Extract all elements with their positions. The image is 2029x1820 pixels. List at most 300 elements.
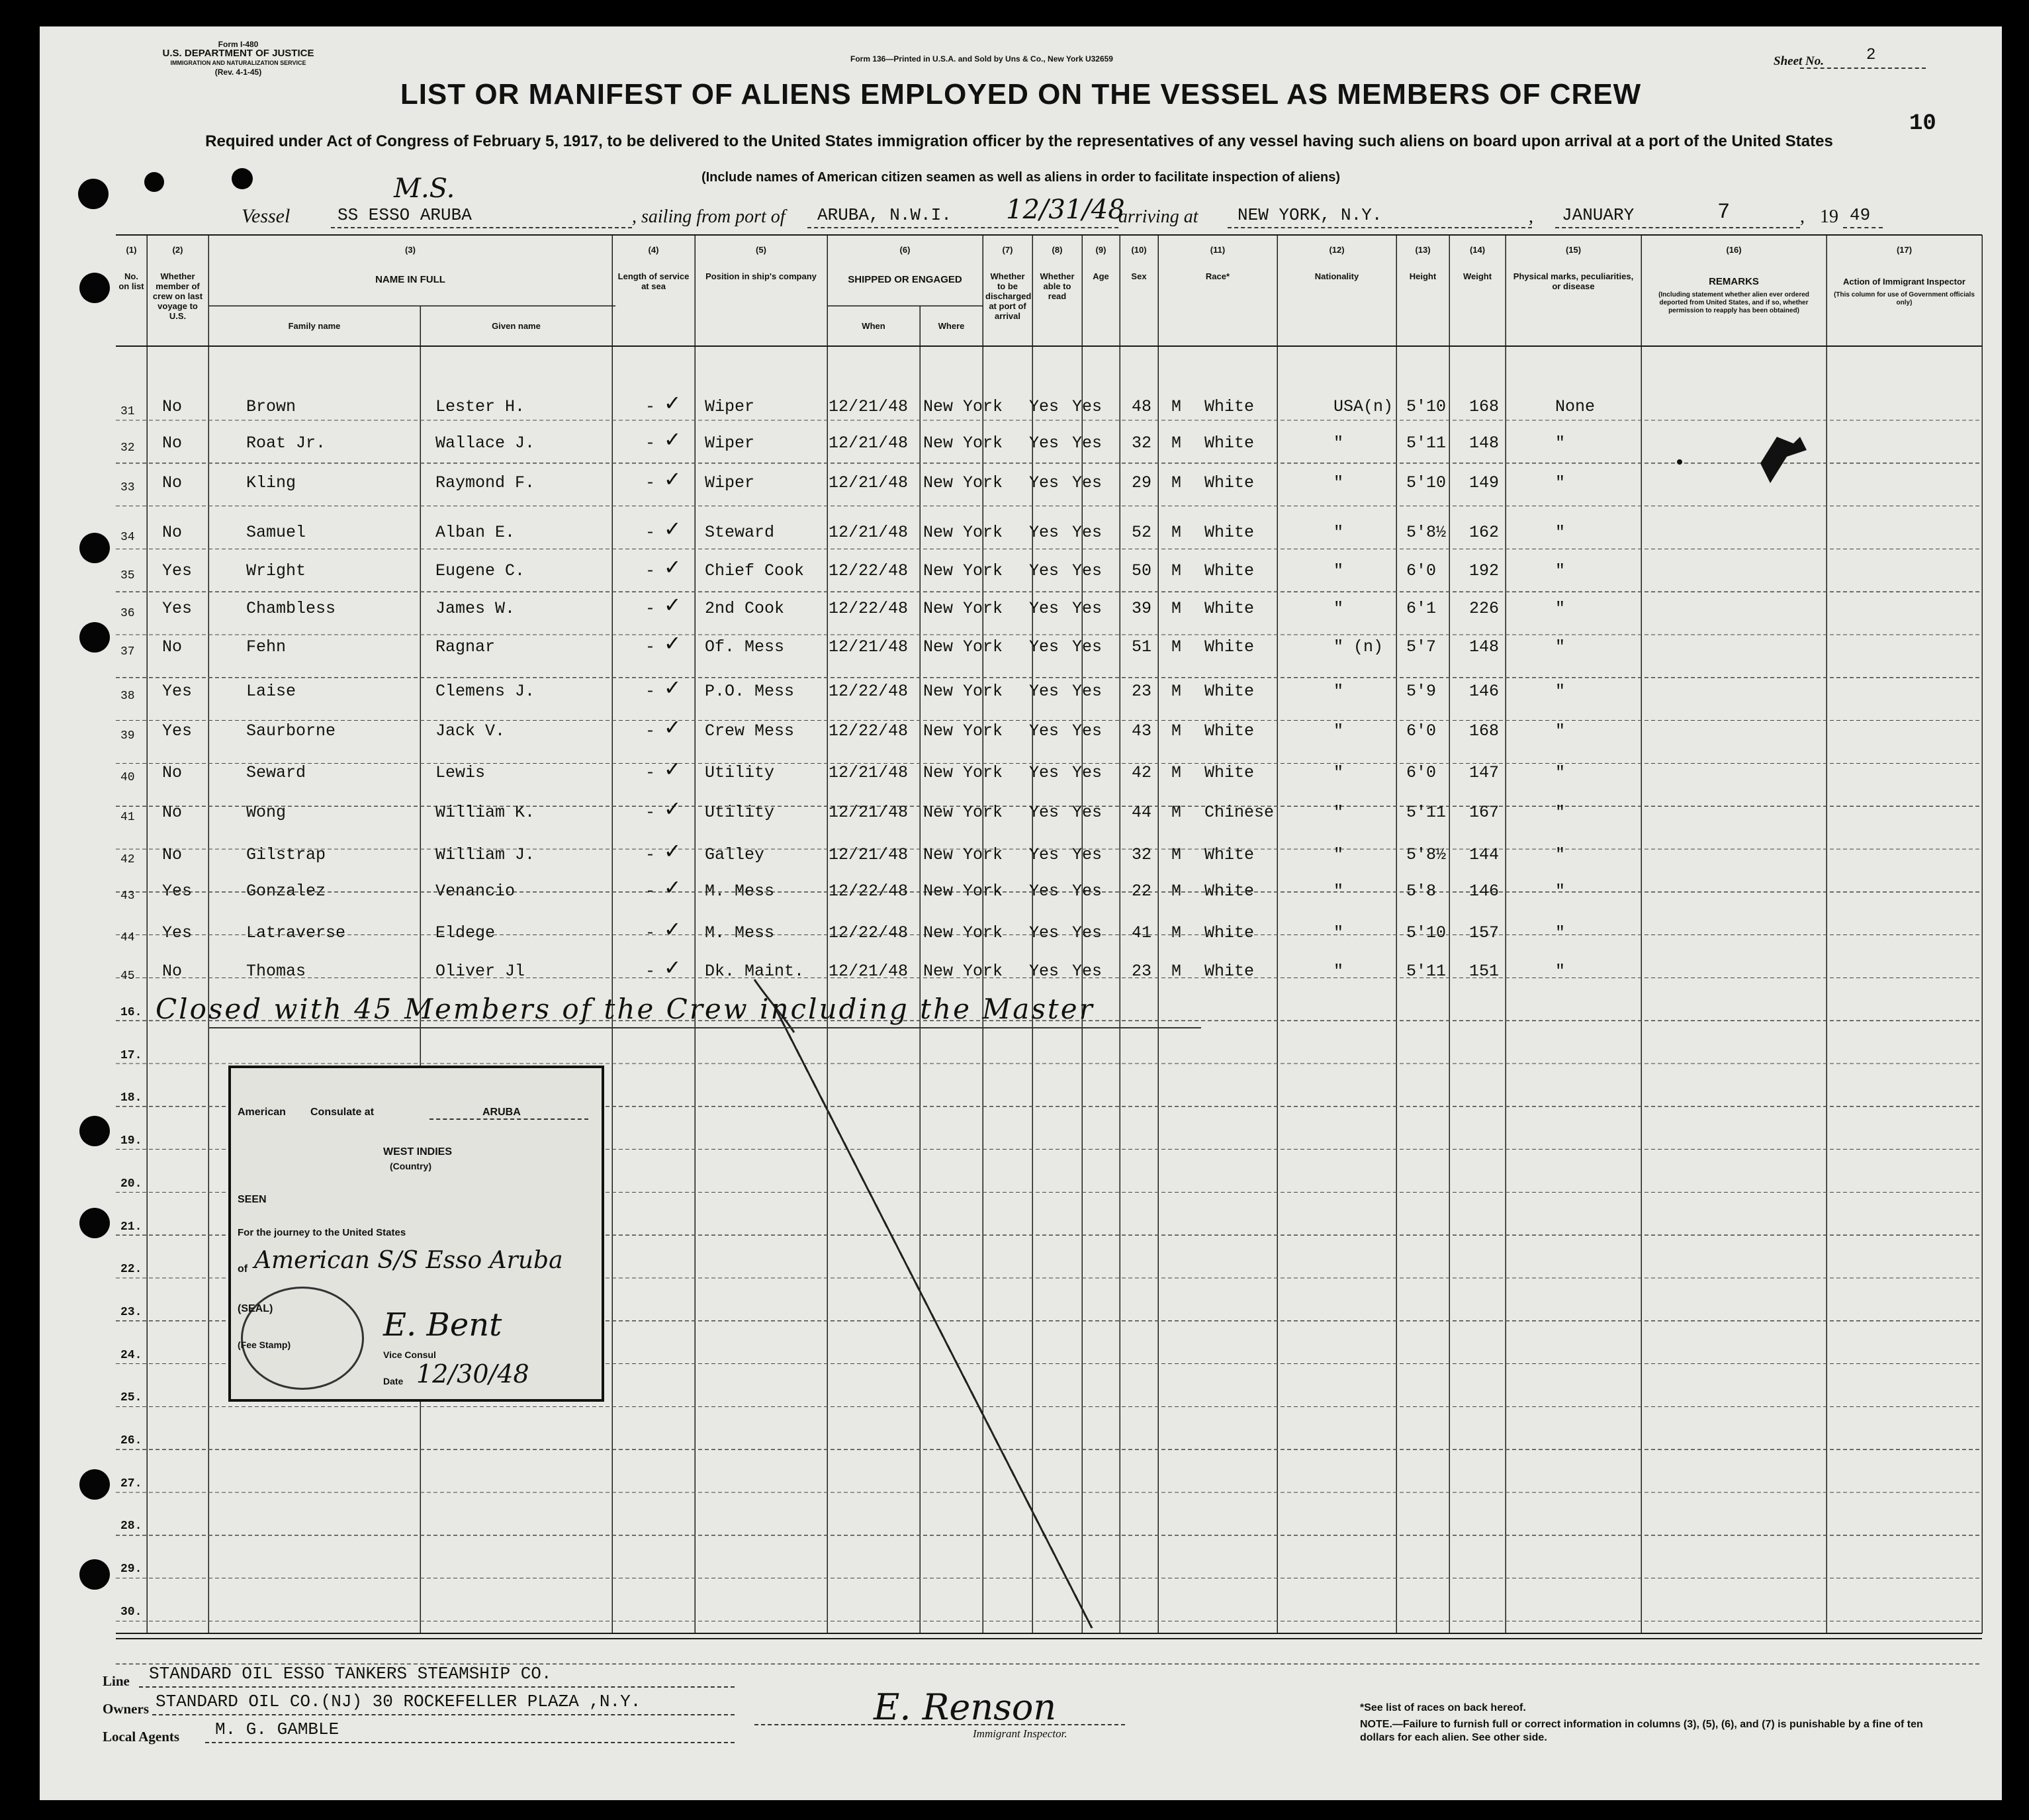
cell-discharged: Yes [1029, 721, 1060, 741]
column-number-c7: (7) [1002, 245, 1013, 255]
cell-position: M. Mess [705, 882, 775, 901]
year-suffix: 49 [1850, 205, 1871, 225]
empty-line-number: 22. [120, 1263, 142, 1277]
stamp-consulate-of: Consulate at [310, 1107, 375, 1118]
cell-nationality: " (n) [1333, 637, 1384, 657]
cell-where: New York [923, 561, 1003, 580]
cell-family: Saurborne [246, 721, 336, 741]
cell-given: William J. [435, 845, 535, 864]
cell-when: 12/21/48 [829, 803, 909, 822]
cell-service: - [645, 599, 656, 618]
cell-marks: None [1555, 397, 1596, 416]
cell-when: 12/21/48 [829, 637, 909, 657]
check-mark-icon: ✓ [665, 427, 680, 454]
cell-service: - [645, 523, 656, 542]
cell-given: Lester H. [435, 397, 525, 416]
column-header-c11: Race* [1205, 271, 1230, 281]
cell-height: 6'1 [1406, 599, 1437, 618]
cell-weight: 146 [1469, 882, 1500, 901]
cell-when: 12/21/48 [829, 397, 909, 416]
vessel-label: Vessel [242, 205, 291, 227]
cell-given: Eldege [435, 923, 496, 942]
column-header-c16: REMARKS [1709, 276, 1759, 287]
cell-height: 5'10 [1406, 473, 1447, 492]
cell-sex: M [1171, 803, 1182, 822]
cell-sex: M [1171, 763, 1182, 782]
cell-read: Yes [1072, 561, 1103, 580]
cell-when: 12/21/48 [829, 763, 909, 782]
cell-race: White [1204, 599, 1255, 618]
cell-age: 51 [1132, 637, 1152, 657]
column-header-given-name: Given name [492, 321, 541, 331]
cell-family: Gilstrap [246, 845, 326, 864]
cell-age: 43 [1132, 721, 1152, 741]
cell-age: 39 [1132, 599, 1152, 618]
cell-race: White [1204, 682, 1255, 701]
cell-weight: 168 [1469, 397, 1500, 416]
cell-race: White [1204, 721, 1255, 741]
cell-service: - [645, 397, 656, 416]
column-number-c16: (16) [1726, 245, 1742, 255]
cell-prev: No [162, 433, 183, 453]
crew-note: (Include names of American citizen seamen as well as aliens in order to facilitate inspection of aliens) [701, 170, 1341, 185]
cell-prev: No [162, 803, 183, 822]
cell-height: 5'11 [1406, 962, 1447, 981]
year-prefix: 19 [1820, 206, 1838, 227]
cell-marks: " [1555, 561, 1566, 580]
cell-position: Galley [705, 845, 765, 864]
cell-marks: " [1555, 763, 1566, 782]
column-header-c1: No. on list [118, 271, 144, 291]
row-number: 40 [120, 771, 135, 784]
cell-when: 12/22/48 [829, 882, 909, 901]
row-number: 42 [120, 853, 135, 866]
cell-given: James W. [435, 599, 516, 618]
column-header-when: When [862, 321, 885, 331]
stamp-american: American [238, 1107, 286, 1118]
cell-race: White [1204, 962, 1255, 981]
cell-position: Wiper [705, 473, 755, 492]
column-number-c5: (5) [756, 245, 766, 255]
cell-age: 41 [1132, 923, 1152, 942]
empty-line-number: 28. [120, 1520, 142, 1533]
inspector-label: Immigrant Inspector. [973, 1727, 1067, 1740]
cell-height: 6'0 [1406, 763, 1437, 782]
stamp-journey: For the journey to the United States [238, 1227, 406, 1238]
cell-service: - [645, 962, 656, 981]
cell-service: - [645, 561, 656, 580]
check-mark-icon: ✓ [665, 467, 680, 494]
cell-where: New York [923, 433, 1003, 453]
empty-line-number: 30. [120, 1605, 142, 1619]
column-number-c15: (15) [1565, 245, 1582, 255]
cell-service: - [645, 845, 656, 864]
cell-age: 50 [1132, 561, 1152, 580]
cell-prev: Yes [162, 599, 193, 618]
footer-rule [205, 1742, 735, 1743]
column-header-c14: Weight [1463, 271, 1492, 281]
stamp-seen: SEEN [238, 1194, 267, 1205]
handwritten-ms: M.S. [394, 173, 455, 204]
cell-race: Chinese [1204, 803, 1275, 822]
row-number: 36 [120, 607, 135, 620]
cell-marks: " [1555, 923, 1566, 942]
cell-position: Dk. Maint. [705, 962, 805, 981]
cell-nationality: " [1333, 561, 1344, 580]
cell-nationality: " [1333, 433, 1344, 453]
stamp-country-label: (Country) [390, 1161, 431, 1171]
cell-race: White [1204, 397, 1255, 416]
cell-marks: " [1555, 803, 1566, 822]
cell-prev: No [162, 397, 183, 416]
cell-given: William K. [435, 803, 535, 822]
cell-prev: Yes [162, 923, 193, 942]
cell-position: Crew Mess [705, 721, 795, 741]
cell-discharged: Yes [1029, 523, 1060, 542]
cell-height: 5'9 [1406, 682, 1437, 701]
cell-age: 52 [1132, 523, 1152, 542]
cell-service: - [645, 433, 656, 453]
column-number-c11: (11) [1210, 245, 1226, 255]
cell-prev: No [162, 763, 183, 782]
cell-family: Seward [246, 763, 306, 782]
cell-given: Alban E. [435, 523, 516, 542]
cell-given: Ragnar [435, 637, 496, 657]
note-label: NOTE. [1360, 1719, 1392, 1730]
cell-weight: 149 [1469, 473, 1500, 492]
stamp-seal: (SEAL) [238, 1303, 273, 1314]
cell-position: P.O. Mess [705, 682, 795, 701]
cell-read: Yes [1072, 721, 1103, 741]
cell-nationality: " [1333, 523, 1344, 542]
cell-race: White [1204, 923, 1255, 942]
column-header-c4: Length of service at sea [617, 271, 690, 291]
stamp-vessel: American S/S Esso Aruba [254, 1247, 563, 1274]
cell-weight: 167 [1469, 803, 1500, 822]
cell-height: 5'8½ [1406, 845, 1447, 864]
column-header-c8: Whether able to read [1040, 271, 1075, 301]
cell-weight: 147 [1469, 763, 1500, 782]
cell-race: White [1204, 637, 1255, 657]
column-number-c10: (10) [1131, 245, 1147, 255]
stamp-date: 12/30/48 [416, 1359, 529, 1388]
cell-service: - [645, 803, 656, 822]
cell-race: White [1204, 845, 1255, 864]
column-number-c9: (9) [1095, 245, 1106, 255]
cell-nationality: " [1333, 473, 1344, 492]
row-number: 34 [120, 531, 135, 544]
cell-given: Oliver Jl [435, 962, 525, 981]
cell-sex: M [1171, 561, 1182, 580]
cell-read: Yes [1072, 523, 1103, 542]
cancel-line [774, 1006, 1092, 1628]
cell-discharged: Yes [1029, 845, 1060, 864]
cell-sex: M [1171, 845, 1182, 864]
cell-height: 6'0 [1406, 721, 1437, 741]
column-header-c3: NAME IN FULL [375, 274, 445, 285]
cell-weight: 146 [1469, 682, 1500, 701]
footer-rule [139, 1686, 735, 1688]
cell-read: Yes [1072, 803, 1103, 822]
cell-service: - [645, 721, 656, 741]
signature-rule [754, 1724, 1125, 1725]
cell-family: Kling [246, 473, 296, 492]
cell-height: 5'8 [1406, 882, 1437, 901]
page-title: LIST OR MANIFEST OF ALIENS EMPLOYED ON THE VESSEL AS MEMBERS OF CREW [400, 78, 1642, 111]
cell-read: Yes [1072, 763, 1103, 782]
column-header-family-name: Family name [288, 321, 341, 331]
row-number: 39 [120, 729, 135, 743]
cell-height: 5'11 [1406, 803, 1447, 822]
cell-nationality: USA(n) [1333, 397, 1394, 416]
cell-when: 12/22/48 [829, 561, 909, 580]
column-header-where: Where [938, 321, 965, 331]
stamp-fee: (Fee Stamp) [238, 1340, 291, 1350]
empty-line-number: 23. [120, 1305, 142, 1319]
cell-prev: No [162, 523, 183, 542]
department: U.S. DEPARTMENT OF JUSTICE [162, 48, 314, 59]
revision: (Rev. 4-1-45) [214, 68, 262, 77]
column-header-c7: Whether to be discharged at port of arrival [985, 271, 1032, 321]
cell-weight: 144 [1469, 845, 1500, 864]
check-mark-icon: ✓ [665, 516, 680, 543]
cell-prev: Yes [162, 721, 193, 741]
cell-nationality: " [1333, 599, 1344, 618]
cell-discharged: Yes [1029, 433, 1060, 453]
cell-where: New York [923, 473, 1003, 492]
cell-family: Thomas [246, 962, 306, 981]
cell-discharged: Yes [1029, 561, 1060, 580]
column-number-c12: (12) [1329, 245, 1345, 255]
cell-read: Yes [1072, 882, 1103, 901]
cell-position: Chief Cook [705, 561, 805, 580]
column-number-c3: (3) [405, 245, 416, 255]
cell-weight: 148 [1469, 433, 1500, 453]
cell-height: 5'11 [1406, 433, 1447, 453]
cell-age: 32 [1132, 433, 1152, 453]
cell-sex: M [1171, 882, 1182, 901]
cell-age: 29 [1132, 473, 1152, 492]
closing-underline [208, 1027, 1201, 1028]
cell-read: Yes [1072, 637, 1103, 657]
fine-note [1360, 1718, 1929, 1745]
cell-given: Venancio [435, 882, 516, 901]
column-header-c13: Height [1409, 271, 1437, 281]
cell-discharged: Yes [1029, 599, 1060, 618]
cell-discharged: Yes [1029, 763, 1060, 782]
cell-marks: " [1555, 962, 1566, 981]
cell-weight: 226 [1469, 599, 1500, 618]
check-mark-icon: ✓ [665, 675, 680, 702]
row-number: 41 [120, 811, 135, 824]
sailing-label: , sailing from port of [632, 206, 786, 227]
cell-read: Yes [1072, 473, 1103, 492]
empty-line-number: 21. [120, 1220, 142, 1234]
column-number-c17: (17) [1896, 245, 1913, 255]
column-number-c4: (4) [648, 245, 659, 255]
cell-read: Yes [1072, 397, 1103, 416]
check-mark-icon: ✓ [665, 917, 680, 944]
manifest-sheet [40, 26, 2002, 1800]
cell-where: New York [923, 803, 1003, 822]
arriving-label: arriving at [1118, 206, 1198, 227]
column-number-c1: (1) [126, 245, 137, 255]
column-number-c6: (6) [899, 245, 911, 255]
cell-sex: M [1171, 923, 1182, 942]
check-mark-icon: ✓ [665, 875, 680, 902]
footer-rule [152, 1714, 735, 1715]
consulate-seal [241, 1287, 364, 1390]
cell-where: New York [923, 923, 1003, 942]
check-mark-icon: ✓ [665, 955, 680, 982]
cell-nationality: " [1333, 682, 1344, 701]
empty-line-number: 25. [120, 1391, 142, 1405]
check-mark-icon: ✓ [665, 839, 680, 866]
cell-position: M. Mess [705, 923, 775, 942]
check-mark-icon: ✓ [665, 592, 680, 619]
cell-discharged: Yes [1029, 923, 1060, 942]
empty-line-number: 20. [120, 1177, 142, 1191]
stamp-vessel-prefix: of [238, 1263, 248, 1275]
check-mark-icon: ✓ [665, 715, 680, 742]
row-number: 37 [120, 645, 135, 659]
cell-age: 32 [1132, 845, 1152, 864]
vessel-name: SS ESSO ARUBA [338, 205, 472, 225]
sail-date: 12/31/48 [1006, 195, 1125, 225]
cell-service: - [645, 882, 656, 901]
cell-given: Raymond F. [435, 473, 535, 492]
stamp-date-label: Date [383, 1376, 404, 1387]
cell-height: 5'10 [1406, 923, 1447, 942]
stamp-rule [429, 1118, 588, 1120]
cell-prev: Yes [162, 682, 193, 701]
cell-position: Of. Mess [705, 637, 785, 657]
cell-service: - [645, 473, 656, 492]
arrival-day: 7 [1717, 200, 1731, 224]
cell-family: Wong [246, 803, 287, 822]
stamp-officer: Vice Consul [383, 1349, 436, 1360]
cell-sex: M [1171, 523, 1182, 542]
comma: , [1800, 206, 1805, 227]
cell-nationality: " [1333, 763, 1344, 782]
cell-family: Fehn [246, 637, 287, 657]
cell-where: New York [923, 397, 1003, 416]
cell-when: 12/22/48 [829, 721, 909, 741]
cell-sex: M [1171, 637, 1182, 657]
cell-where: New York [923, 599, 1003, 618]
cell-marks: " [1555, 599, 1566, 618]
cell-discharged: Yes [1029, 637, 1060, 657]
inspector-signature: E. Renson [874, 1686, 1057, 1728]
note-text: —Failure to furnish full or correct information in columns (3), (5), (6), and (7) is punishable by a fine of ten dollars for each alien. See other side. [1360, 1719, 1923, 1743]
cell-read: Yes [1072, 682, 1103, 701]
empty-line-number: 26. [120, 1434, 142, 1447]
cell-given: Wallace J. [435, 433, 535, 453]
empty-line-number: 27. [120, 1477, 142, 1490]
cell-when: 12/21/48 [829, 523, 909, 542]
check-mark-icon: ✓ [665, 796, 680, 823]
cell-service: - [645, 682, 656, 701]
cell-prev: No [162, 637, 183, 657]
cell-read: Yes [1072, 599, 1103, 618]
subtitle: Required under Act of Congress of February 5, 1917, to be delivered to the United States immigration officer by the representatives of any vessel having such aliens on board upon arrival at a port of the United States [205, 132, 1833, 150]
check-mark-icon: ✓ [665, 631, 680, 658]
cell-position: Wiper [705, 433, 755, 453]
cell-family: Latraverse [246, 923, 346, 942]
footer-agents-label: Local Agents [103, 1729, 180, 1745]
cell-marks: " [1555, 433, 1566, 453]
cell-height: 5'10 [1406, 397, 1447, 416]
cell-height: 6'0 [1406, 561, 1437, 580]
cell-prev: No [162, 962, 183, 981]
cell-weight: 168 [1469, 721, 1500, 741]
row-number: 44 [120, 931, 135, 944]
cell-height: 5'7 [1406, 637, 1437, 657]
cell-service: - [645, 637, 656, 657]
check-mark-icon: ✓ [665, 756, 680, 784]
cell-nationality: " [1333, 803, 1344, 822]
cell-when: 12/21/48 [829, 845, 909, 864]
cell-nationality: " [1333, 845, 1344, 864]
cell-where: New York [923, 962, 1003, 981]
cell-marks: " [1555, 845, 1566, 864]
cell-marks: " [1555, 721, 1566, 741]
form-number: Form I-480 [218, 40, 259, 49]
cell-prev: Yes [162, 882, 193, 901]
cell-race: White [1204, 882, 1255, 901]
cell-given: Eugene C. [435, 561, 525, 580]
cell-discharged: Yes [1029, 397, 1060, 416]
cell-race: White [1204, 523, 1255, 542]
cell-discharged: Yes [1029, 962, 1060, 981]
cell-service: - [645, 763, 656, 782]
cell-position: Utility [705, 803, 775, 822]
stamp-country: WEST INDIES [383, 1146, 453, 1158]
destination: NEW YORK, N.Y. [1238, 205, 1382, 225]
cell-marks: " [1555, 637, 1566, 657]
column-header-c5: Position in ship's company [705, 271, 817, 281]
cell-where: New York [923, 523, 1003, 542]
cell-marks: " [1555, 473, 1566, 492]
check-mark-icon: ✓ [665, 555, 680, 582]
cell-prev: Yes [162, 561, 193, 580]
consul-signature: E. Bent [383, 1306, 502, 1343]
cell-weight: 162 [1469, 523, 1500, 542]
cell-weight: 192 [1469, 561, 1500, 580]
cell-when: 12/21/48 [829, 473, 909, 492]
column-number-c13: (13) [1415, 245, 1431, 255]
cell-age: 42 [1132, 763, 1152, 782]
cell-age: 44 [1132, 803, 1152, 822]
cell-weight: 157 [1469, 923, 1500, 942]
footer-owners-label: Owners [103, 1701, 149, 1717]
row-number: 45 [120, 970, 135, 983]
cell-where: New York [923, 721, 1003, 741]
footer-agents: M. G. GAMBLE [215, 1719, 339, 1739]
cell-where: New York [923, 637, 1003, 657]
cell-prev: No [162, 473, 183, 492]
comma: , [1529, 206, 1533, 227]
cell-nationality: " [1333, 923, 1344, 942]
row-number: 35 [120, 569, 135, 582]
row-number: 33 [120, 481, 135, 494]
row-number: 31 [120, 405, 135, 418]
footer-line: STANDARD OIL ESSO TANKERS STEAMSHIP CO. [149, 1664, 552, 1684]
arrival-month: JANUARY [1562, 205, 1635, 225]
cell-position: 2nd Cook [705, 599, 785, 618]
cell-read: Yes [1072, 962, 1103, 981]
cell-prev: No [162, 845, 183, 864]
